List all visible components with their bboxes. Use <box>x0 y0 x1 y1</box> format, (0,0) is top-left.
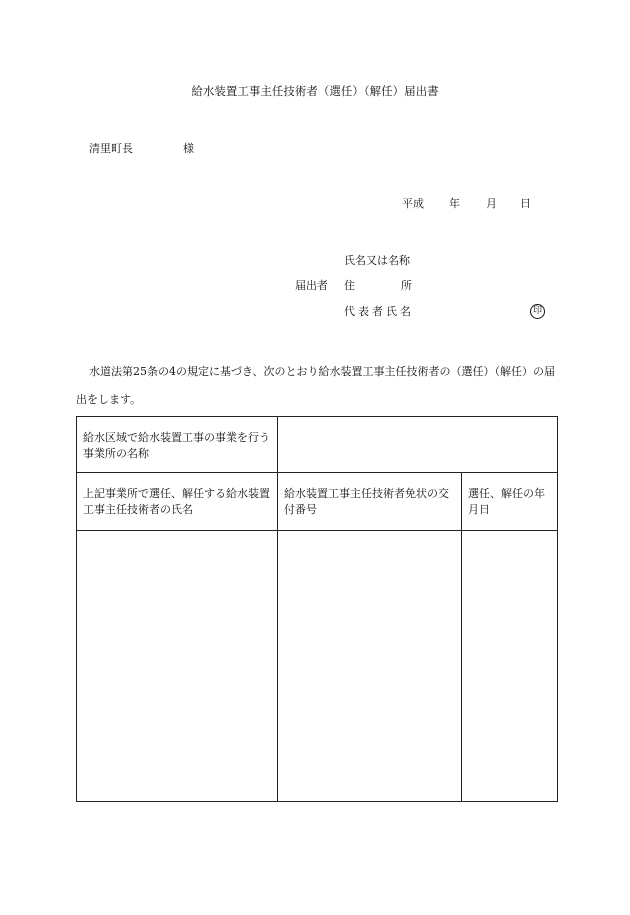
date-era: 平成 <box>402 197 424 210</box>
addressee: 清里町長 <box>89 142 133 155</box>
date-year-label: 年 <box>449 197 460 210</box>
body-text: 水道法第25条の4の規定に基づき、次のとおり給水装置工事主任技術者の（選任）（解任）の届出をします。 <box>76 365 556 406</box>
date-day-label: 日 <box>520 197 531 210</box>
header-row <box>77 473 558 531</box>
column-header-license-number: 給水装置工事主任技術者免状の交付番号 <box>278 473 462 531</box>
column-header-date: 選任、解任の年月日 <box>462 473 558 531</box>
license-number-cell[interactable] <box>278 531 462 802</box>
date-month-label: 月 <box>486 197 497 210</box>
address-label-second: 所 <box>401 279 412 292</box>
office-label-cell: 給水区域で給水装置工事の事業を行う事業所の名称 <box>77 417 278 473</box>
address-label-first: 住 <box>344 279 355 292</box>
appointment-date-cell[interactable] <box>462 531 558 802</box>
table-row <box>77 531 558 802</box>
notification-table <box>76 416 558 802</box>
document-title: 給水装置工事主任技術者（選任）（解任）届出書 <box>191 84 439 98</box>
office-row <box>77 417 558 473</box>
seal-mark: 印 <box>530 304 545 319</box>
name-label: 氏名又は名称 <box>344 254 410 267</box>
office-value-cell[interactable] <box>278 417 558 473</box>
notifier-label: 届出者 <box>295 279 328 292</box>
engineer-name-cell[interactable] <box>77 531 278 802</box>
column-header-engineer-name: 上記事業所で選任、解任する給水装置工事主任技術者の氏名 <box>77 473 278 531</box>
representative-name-label: 代表者氏名 <box>344 305 414 318</box>
honorific: 様 <box>183 142 194 155</box>
